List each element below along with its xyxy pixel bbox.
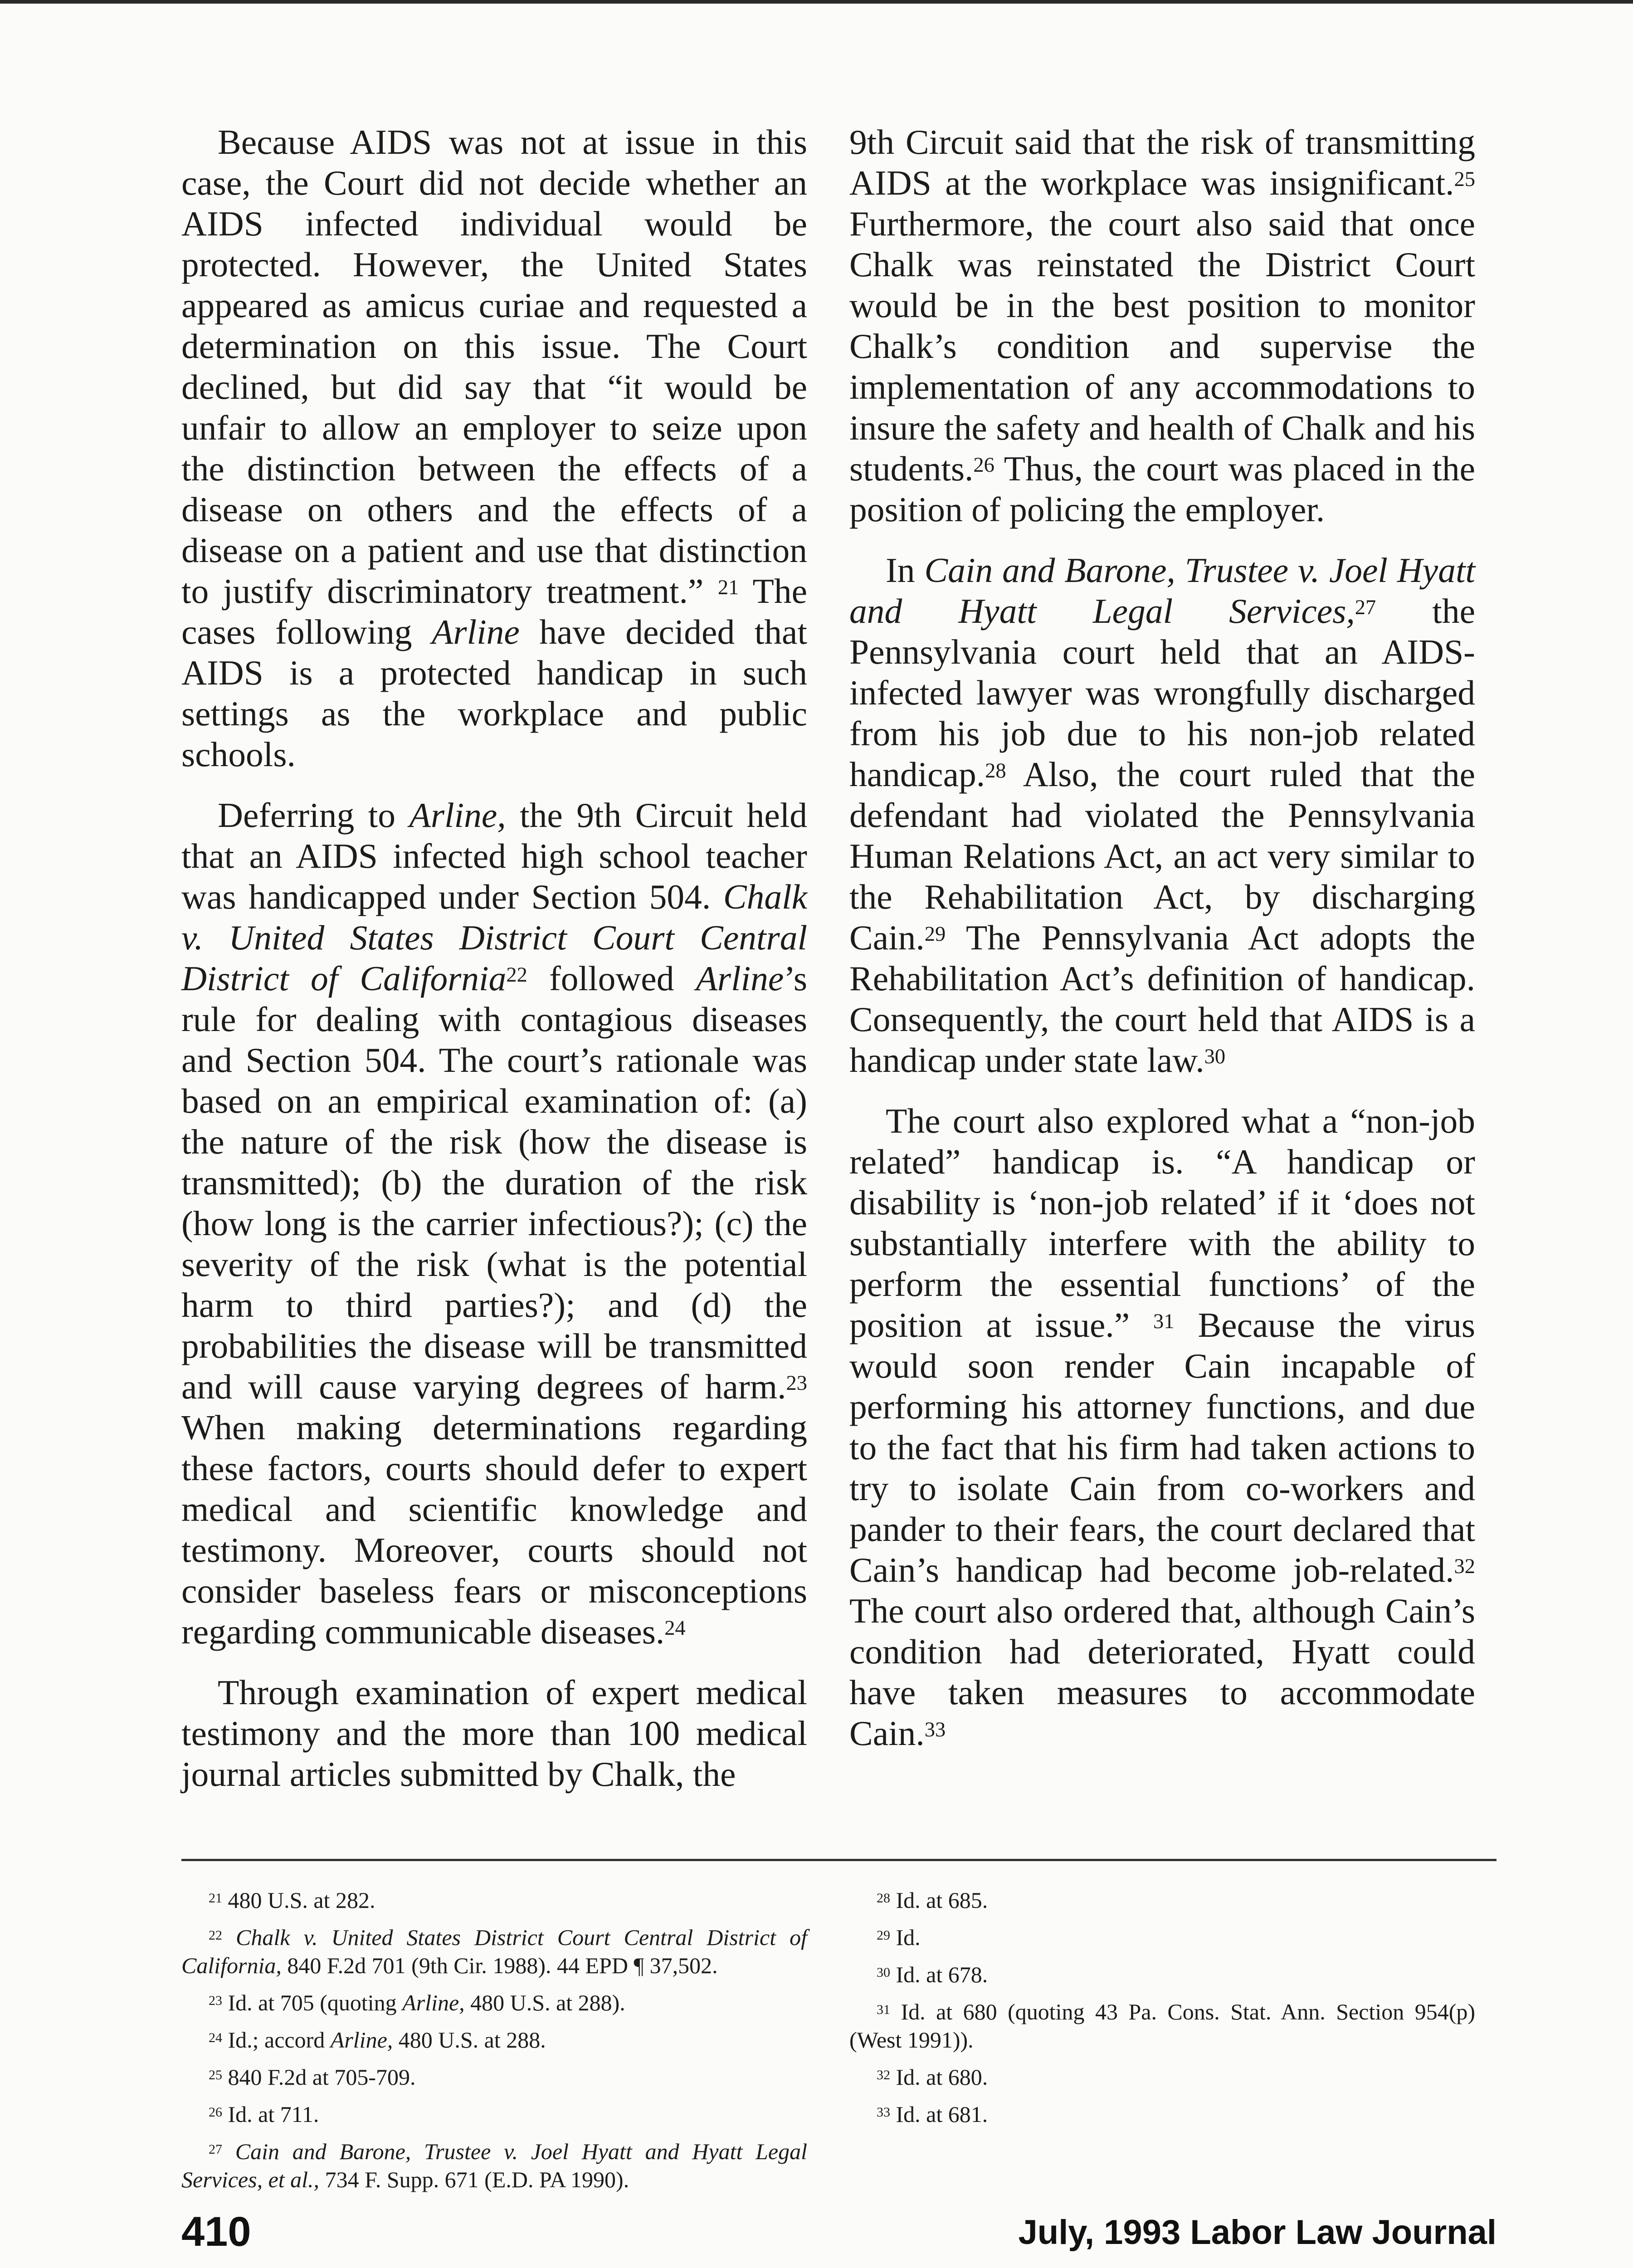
right-column <box>849 122 1475 1774</box>
text-run: Furthermore, the court also said that once Chalk was reinstated the District Court would be in the best position to monitor Chalk’s condition and supervise the implementation of any accommodations to insure the safety and health of Chalk and his students. <box>849 204 1475 488</box>
footnote-ref: 26 <box>973 454 994 477</box>
text-run: the 9th Circuit held that an AIDS infected high school teacher was handicapped under Section 504. <box>181 796 807 916</box>
text-run: Through examination of expert medical testimony and the more than 100 medical journal articles submitted by Chalk, the <box>181 1673 807 1794</box>
footnote <box>849 2100 1475 2128</box>
footnote-ref: 31 <box>1153 1310 1175 1334</box>
text-run: Thus, the court was placed in the position of policing the employer. <box>849 449 1475 529</box>
top-border <box>0 0 1633 4</box>
footnote-ref: 33 <box>877 2105 890 2120</box>
footnote <box>849 1960 1475 1989</box>
italic-text: Arline, <box>402 1990 465 2015</box>
footnote <box>849 1923 1475 1951</box>
text-run: Id. at 681. <box>890 2102 988 2127</box>
footnote-ref: 29 <box>924 923 946 946</box>
footnote-ref: 32 <box>1454 1555 1475 1579</box>
text-run: Id. at 680 (quoting 43 Pa. Cons. Stat. Ann. Section 954(p) (West 1991)). <box>849 1999 1475 2053</box>
text-run: 480 U.S. at 282. <box>222 1887 375 1913</box>
left-column <box>181 122 807 1814</box>
journal-title: July, 1993 Labor Law Journal <box>1018 2213 1497 2252</box>
text-run: The Pennsylvania Act adopts the Rehabilitation Act’s definition of handicap. Consequently, the court held that AIDS is a handicap under state law. <box>849 918 1475 1080</box>
text-run: Id. at 711. <box>222 2102 319 2127</box>
text-run: the Pennsylvania court held that an AIDS-infected lawyer was wrongfully discharged from his job due to his non-job related handicap. <box>849 591 1475 794</box>
text-run: 9th Circuit said that the risk of transmitting AIDS at the workplace was insignificant. <box>849 122 1475 202</box>
footnote-ref: 26 <box>209 2105 222 2120</box>
text-run: 480 U.S. at 288. <box>393 2027 546 2053</box>
footnote <box>181 1923 807 1980</box>
text-run <box>222 2139 235 2164</box>
italic-text: Chalk v. United States District Court Central District of California, <box>181 1925 807 1978</box>
text-run: Id. at 680. <box>890 2064 988 2090</box>
footnote-ref: 24 <box>664 1617 686 1640</box>
text-run: 840 F.2d at 705-709. <box>222 2064 416 2090</box>
footnote-ref: 24 <box>209 2030 222 2045</box>
text-run: Deferring to <box>218 796 409 835</box>
text-run: ’s rule for dealing with contagious diseases and Section 504. The court’s rationale was based on an empirical examination of: (a) the nature of the risk (how the disease is transmitted); (b) the duration of the risk (how long is the carrier infectious?); (c) the severity of the risk (what is the potential harm to third parties?); and (d) the probabilities the disease will be transmitted and will cause varying degrees of harm. <box>181 959 807 1406</box>
text-run: Id.; accord <box>222 2027 331 2053</box>
footnote-ref: 25 <box>209 2068 222 2082</box>
text-run: 840 F.2d 701 (9th Cir. 1988). 44 EPD ¶ 37,502. <box>281 1953 718 1978</box>
text-run: have decided that AIDS is a protected handicap in such settings as the workplace and public schools. <box>181 612 807 774</box>
footnote-ref: 33 <box>924 1718 946 1742</box>
footnote-ref: 32 <box>877 2068 890 2082</box>
footnote <box>181 2100 807 2128</box>
text-run: The cases following <box>181 572 807 651</box>
text-run: Id. at 678. <box>890 1962 988 1987</box>
footnote-ref: 22 <box>209 1928 222 1943</box>
text-run: Because AIDS was not at issue in this case, the Court did not decide whether an AIDS infected individual would be protected. However, the United States appeared as amicus curiae and requested a determination on this issue. The Court declined, but did say that “it would be unfair to allow an employer to seize upon the distinction between the effects of a disease on others and the effects of a disease on a patient and use that distinction to justify discriminatory treatment.” <box>181 122 807 611</box>
text-run: Id. <box>890 1925 921 1950</box>
footnote-ref: 28 <box>877 1891 890 1906</box>
footnotes-left <box>181 1886 807 2203</box>
footnote-ref: 29 <box>877 1928 890 1943</box>
footnote-ref: 21 <box>717 576 739 600</box>
footnote <box>181 2026 807 2054</box>
italic-text: Chalk v. United States District Court Central District of California <box>181 877 807 998</box>
footnote-ref: 23 <box>209 1993 222 2008</box>
footnote <box>849 1886 1475 1914</box>
footnote <box>181 1989 807 2017</box>
italic-text: Arline, <box>330 2027 393 2053</box>
paragraph <box>849 550 1475 1080</box>
text-run: The court also ordered that, although Cain’s condition had deteriorated, Hyatt could have taken measures to accommodate Cain. <box>849 1591 1475 1753</box>
text-run: 734 F. Supp. 671 (E.D. PA 1990). <box>319 2167 629 2192</box>
italic-text: Arline, <box>409 796 506 835</box>
text-run: Id. at 685. <box>890 1887 988 1913</box>
text-run: The court also explored what a “non-job related” handicap is. “A handicap or disability is ‘non-job related’ if it ‘does not substantially interfere with the ability to perform the essential functions’ of the position at issue.” <box>849 1101 1475 1344</box>
footnote-ref: 22 <box>506 963 527 987</box>
footnote <box>181 2137 807 2194</box>
text-run: followed <box>527 959 696 998</box>
footnote-ref: 30 <box>877 1965 890 1980</box>
italic-text: Arline <box>432 612 520 651</box>
text-run: Because the virus would soon render Cain incapable of performing his attorney functions, and due to the fact that his firm had taken actions to try to isolate Cain from co-workers and pander to their fears, the court declared that Cain’s handicap had become job-related. <box>849 1305 1475 1589</box>
footnote <box>849 1998 1475 2054</box>
footnote-ref: 31 <box>877 2002 890 2017</box>
footnote-divider <box>181 1859 1497 1861</box>
paragraph <box>181 122 807 775</box>
paragraph <box>849 122 1475 530</box>
footnote-ref: 21 <box>209 1891 222 1906</box>
text-run <box>222 1925 236 1950</box>
paragraph <box>181 795 807 1652</box>
footnote-ref: 27 <box>1355 596 1376 620</box>
footnote <box>181 1886 807 1914</box>
footnote-ref: 27 <box>209 2142 222 2157</box>
footnotes-right <box>849 1886 1475 2137</box>
text-run: When making determinations regarding these factors, courts should defer to expert medical and scientific knowledge and testimony. Moreover, courts should not consider baseless fears or misconceptions regarding communicable diseases. <box>181 1408 807 1651</box>
italic-text: Cain and Barone, Trustee v. Joel Hyatt and Hyatt Legal Services, et al., <box>181 2139 808 2192</box>
italic-text: Cain and Barone, Trustee v. Joel Hyatt and Hyatt Legal Services, <box>849 551 1476 631</box>
footnote-ref: 30 <box>1204 1045 1226 1069</box>
footnote-ref: 23 <box>786 1372 807 1395</box>
footnote <box>849 2063 1475 2091</box>
italic-text: Arline <box>696 959 784 998</box>
page-number: 410 <box>181 2209 251 2255</box>
text-run: 480 U.S. at 288). <box>464 1990 625 2015</box>
paragraph <box>849 1100 1475 1754</box>
text-run: Id. at 705 (quoting <box>222 1990 403 2015</box>
text-run: Also, the court ruled that the defendant had violated the Pennsylvania Human Relations Act, an act very similar to the Rehabilitation Act, by discharging Cain. <box>849 755 1475 957</box>
footnote-ref: 25 <box>1454 168 1475 191</box>
footnote-ref: 28 <box>985 759 1006 783</box>
paragraph <box>181 1672 807 1794</box>
text-run: In <box>886 551 925 590</box>
footnote <box>181 2063 807 2091</box>
